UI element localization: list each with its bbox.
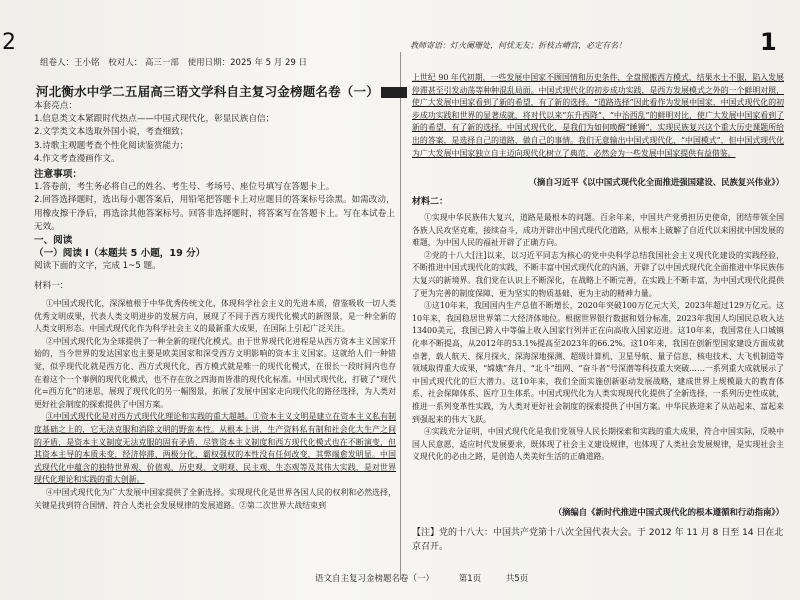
- exam-point-4: 4.作文考查漫画作文。: [34, 153, 120, 164]
- source1: （摘自习近平《以中国式现代化全面推进强国建设、民族复兴伟业》）: [528, 177, 784, 187]
- subsection-heading: （一）阅读 I（本题共 5 小题，19 分）: [34, 248, 206, 260]
- redaction-block: [381, 87, 407, 98]
- paper-title-text: 河北衡水中学二五届高三语文学科自主复习金榜题名卷（一）: [36, 84, 379, 99]
- material2-body: [412, 212, 784, 496]
- reading-instruction: 阅读下面的文字，完成 1~5 题。: [34, 261, 161, 272]
- footer-page: 第1页: [458, 574, 482, 584]
- paper-title: [36, 82, 396, 100]
- exam-points: [34, 100, 396, 166]
- material2-label: 材料二：: [412, 197, 449, 207]
- reading-section-head: [34, 234, 396, 293]
- notice-heading: 注意事项：: [34, 169, 82, 180]
- paper-meta: [40, 56, 400, 68]
- column-divider: [400, 52, 401, 580]
- page-footer: [315, 572, 550, 584]
- corner-mark: 2: [2, 30, 16, 55]
- exam-points-heading: 本套亮点：: [34, 101, 77, 111]
- page-badge: 1: [760, 28, 777, 56]
- teacher-note: 教师寄语：灯火阑珊处，何忧无友；折枝古嵴宫，必定有名！: [410, 41, 626, 50]
- material2-label-wrap: [412, 196, 784, 209]
- footer-total: 共5页: [505, 574, 529, 584]
- author-label: 组卷人：王小铭: [40, 58, 100, 68]
- exam-point-3: 3.诗歌主观题考查个性化阅读鉴赏能力；: [34, 140, 189, 151]
- material1-continued: [412, 72, 784, 176]
- exam-point-1: 1.信息类文本紧跟时代热点——中国式现代化，彰显民族自信；: [34, 114, 275, 125]
- material2-paragraph-4: ④实践充分证明，中国式现代化是我们党领导人民长期探索和实践的重大成果，符合中国实际，反映中国人民意愿，适应时代发展要求，既体现了社会主义建设规律，也体现了人类社会发展规律，是实现社会主义现代化的必由之路，是创造人类美好生活的正确道路。: [412, 427, 784, 462]
- material1-paragraph-4: ④中国式现代化为广大发展中国家提供了全新选择。实现现代化是世界各国人民的权利和必然选择，关键是找到符合国情、符合人类社会发展规律的发展道路。②第二次世界大战结束到: [34, 487, 396, 510]
- notice-1: 1.答卷前，考生务必将自己的姓名、考生号、考场号、座位号填写在答题卡上。: [34, 182, 335, 193]
- material2-paragraph-1: ①实现中华民族伟大复兴，道路是最根本的问题。百余年来，中国共产党勇担历史使命，团结带领全国各族人民攻坚克难，接续奋斗，成功开辟出中国式现代化道路，从根本上破解了自近代以来困扰中国发展的难题，为中国人民的福祉开辟了正确方向。: [412, 213, 784, 248]
- material2-paragraph-3: ③这10年来，我国国内生产总值不断增长，2020年突破100万亿元大关，2023年超过129万亿元。这10年来，我国稳居世界第二大经济体地位。根据世界银行数据和划分标准，2023年我国人均国民总收入达13400美元，我国已跨入中等偏上收入国家行列并正在向高收入国家迈进。这10年来，我国常住人口城镇化率不断提高，从2012年的53.1%提高至2023年的66.2%。这10年来，我国在创新型国家建设方面成就卓著，载人航天、探月探火、深海深地探测、超级计算机、卫星导航、量子信息、核电技术、大飞机制造等领域取得重大成果，“嫦娥”奔月、“北斗”组网、“奋斗者”号深潜等科技重大突破……一系列重大成就展示了中国式现代化的巨大潜力。这10年来，我们全面实施创新驱动发展战略，建成世界上规模最大的教育体系、社会保障体系、医疗卫生体系。中国式现代化为人类实现现代化提供了全新选择，一系列历史性成就，推进一系列变革性实践，为人类对更好社会制度的探索提供了中国方案。中华民族迎来了从站起来、富起来到强起来的伟大飞跃。: [412, 301, 784, 424]
- material1-paragraph-1: ①中国式现代化，深深植根于中华优秀传统文化，体现科学社会主义的先进本质，借鉴吸收一切人类优秀文明成果，代表人类文明进步的发展方向，展现了不同于西方现代化模式的新图景，是一种全新的人类文明形态。中国式现代化作为科学社会主义的最新重大成果，在国际上引起广泛关注。: [34, 299, 396, 334]
- material1-continued-text: 上世纪 90 年代初期，一些发展中国家不顾国情和历史条件，全盘照搬西方模式，结果水土不服，陷入发展停滞甚至引发动荡等种种混乱局面。中国式现代化的初步成功实践，是西方发展模式之外的一个鲜明对照，使广大发展中国家看到了新的希望，有了新的选择。“道路选择”因此看作为发展中国家，中国式现代化的初步成功实践和世界的显著成就，将对代以来“东升西降”、“中治西乱”的鲜明对比，使广大发展中国家看到了新的希望，有了新的选择。中国式现代化，是我们为如何唤醒“睡狮”，实现民族复兴这个重大历史课题所给出的答案，是选择自己的道路、做自己的事情。我们无意输出中国式现代化、“中国模式”，但中国式现代化为广大发展中国家独立自主迈向现代化树立了典范，必然会为一些发展中国家提供有益借鉴。: [412, 73, 784, 158]
- footnote: 【注】党的十八大：中国共产党第十八次全国代表大会。于 2012 年 11 月 8 日至 14 日在北京召开。: [412, 528, 784, 552]
- material1-body: [34, 298, 396, 566]
- material1-paragraph-3: ③中国式现代化是对西方式现代化理论和实践的重大超越。①资本主义文明是建立在资本主义私有制度基础之上的，它无法克服和消除文明的野蛮本性。从根本上讲，生产资料私有制和社会化大生产之间的矛盾，是资本主义制度无法克服的固有矛盾，尽管资本主义制度和西方现代化模式也在不断演变，但其资本主导的本质未变，经济停滞、两极分化、霸权强权的本性没有任何改变，其弊端愈发明显。中国式现代化中蕴含的独特世界观、价值观、历史观、文明观、民主观、生态观等及其伟大实践，是对世界现代化理论和实践的重大创新。: [34, 412, 396, 485]
- exam-point-2: 2.文学类文本选取外国小说，考查细致；: [34, 127, 189, 138]
- notices: [34, 168, 396, 234]
- footer-paper-name: 语文自主复习金榜题名卷（一）: [315, 574, 435, 584]
- section-heading: 一、阅读: [34, 235, 73, 246]
- material1-paragraph-2: ②中国式现代化为全球提供了一种全新的现代化模式。由于世界现代化进程是从西方资本主义国家开始的，当今世界的发达国家也主要是欧美国家和深受西方文明影响的资本主义国家。这就给人们一种错觉，似乎现代化就是西方化、西方式现代化，西方模式就是唯一的现代化模式，在很长一段时间内也存在着这个一个事例的现代化模式，也不存在放之四海而皆准的现代化标准。中国式现代化，打破了“现代化=西方化”的迷思，展现了现代化的另一幅图景，拓展了发展中国家走向现代化的路径选择，为人类对更好社会制度的探索提供了中国方案。: [34, 336, 396, 409]
- material1-label: 材料一：: [34, 280, 69, 291]
- date-label: 使用日期：2025 年 5 月 29 日: [187, 58, 307, 68]
- source2: （摘编自《新时代推进中国式现代化的根本遵循和行动指南》）: [553, 507, 784, 517]
- material2-paragraph-2: ②党的十八大[注]以来，以习近平同志为核心的党中央科学总结我国社会主义现代化建设的实践经验，不断推进中国式现代化的实践，不断丰富中国式现代化的内涵，开辟了以中国式现代化全面推进中华民族伟大复兴的新境界。我们党在认识上不断深化，在战略上不断完善，在实践上不断丰富，为中国式现代化提供了更为完善的制度保障、更为坚实的物质基础、更为主动的精神力量。: [412, 250, 784, 298]
- notice-2: 2.回答选择题时，选出每小题答案后，用铅笔把答题卡上对应题目的答案标号涂黑。如需改动，用橡皮擦干净后，再选涂其他答案标号。回答非选择题时，将答案写在答题卡上。写在本试卷上无效。: [34, 195, 395, 232]
- reviewer-label: 校对人： 高三一部: [108, 58, 179, 68]
